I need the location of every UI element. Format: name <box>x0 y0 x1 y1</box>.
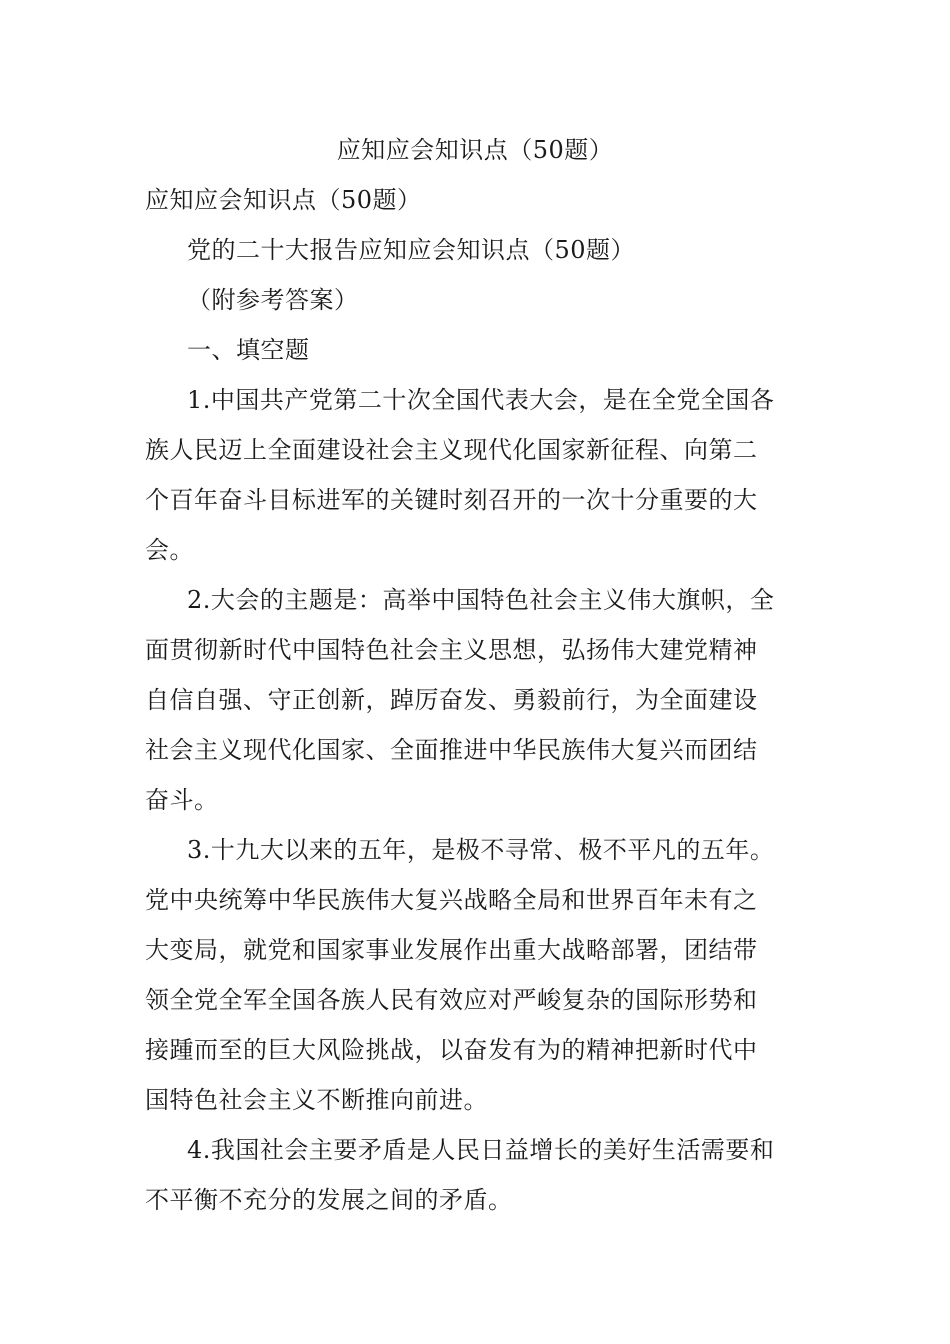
paragraph-4-line-2: 不平衡不充分的发展之间的矛盾。 <box>145 1186 513 1214</box>
paragraph-2-line-3: 自信自强、守正创新，踔厉奋发、勇毅前行，为全面建设 <box>145 686 758 714</box>
document-note: （附参考答案） <box>187 286 359 314</box>
paragraph-1-line-2: 族人民迈上全面建设社会主义现代化国家新征程、向第二 <box>145 436 758 464</box>
paragraph-3-line-3: 大变局，就党和国家事业发展作出重大战略部署，团结带 <box>145 936 758 964</box>
document-heading: 党的二十大报告应知应会知识点（50题） <box>187 236 636 264</box>
paragraph-2-line-5: 奋斗。 <box>145 786 219 814</box>
document-title: 应知应会知识点（50题） <box>336 136 614 164</box>
paragraph-3-line-5: 接踵而至的巨大风险挑战，以奋发有为的精神把新时代中 <box>145 1036 758 1064</box>
paragraph-3-line-2: 党中央统筹中华民族伟大复兴战略全局和世界百年未有之 <box>145 886 758 914</box>
paragraph-3-line-4: 领全党全军全国各族人民有效应对严峻复杂的国际形势和 <box>145 986 758 1014</box>
section-heading: 一、填空题 <box>187 336 310 364</box>
paragraph-1-line-3: 个百年奋斗目标进军的关键时刻召开的一次十分重要的大 <box>145 486 758 514</box>
paragraph-3-line-6: 国特色社会主义不断推向前进。 <box>145 1086 488 1114</box>
paragraph-1-line-4: 会。 <box>145 536 194 564</box>
paragraph-2-line-1: 2.大会的主题是：高举中国特色社会主义伟大旗帜，全 <box>187 586 775 614</box>
paragraph-1-line-1: 1.中国共产党第二十次全国代表大会，是在全党全国各 <box>187 386 775 414</box>
paragraph-2-line-2: 面贯彻新时代中国特色社会主义思想，弘扬伟大建党精神 <box>145 636 758 664</box>
paragraph-3-line-1: 3.十九大以来的五年，是极不寻常、极不平凡的五年。 <box>187 836 775 864</box>
paragraph-4-line-1: 4.我国社会主要矛盾是人民日益增长的美好生活需要和 <box>187 1136 775 1164</box>
document-subtitle: 应知应会知识点（50题） <box>145 186 422 214</box>
paragraph-2-line-4: 社会主义现代化国家、全面推进中华民族伟大复兴而团结 <box>145 736 758 764</box>
